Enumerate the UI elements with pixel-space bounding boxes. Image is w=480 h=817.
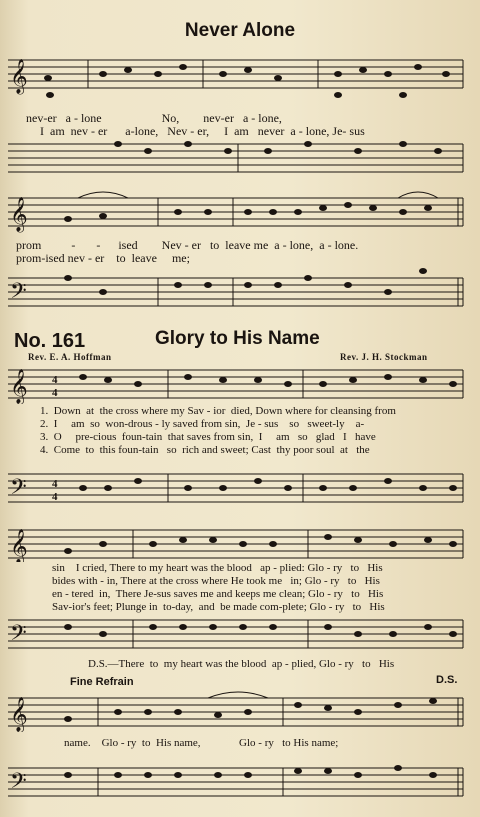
verse-line: 4. Come to this foun-tain so rich and sweet; Cast thy poor soul at the bbox=[40, 444, 370, 456]
ds-line: D.S.—There to my heart was the blood ap - plied, Glo - ry to His bbox=[88, 658, 395, 670]
words-credit: Rev. E. A. Hoffman bbox=[28, 352, 112, 362]
svg-text:𝄢: 𝄢 bbox=[10, 621, 27, 650]
verse-line: bides with - in, There at the cross where He took me in; Glo - ry to His bbox=[52, 575, 380, 587]
music-staff bbox=[8, 362, 466, 404]
hymn-title: Never Alone bbox=[184, 20, 296, 41]
verse-line: 1. Down at the cross where my Sav - ior died, Down where for cleansing from bbox=[40, 405, 396, 417]
music-credit: Rev. J. H. Stockman bbox=[340, 352, 428, 362]
hymn-number: No. 161 bbox=[14, 330, 86, 352]
verse-line: sin I cried, There to my heart was the blood ap - plied: Glo - ry to His bbox=[52, 562, 383, 574]
fine-refrain-label: Fine Refrain bbox=[70, 676, 134, 688]
music-staff bbox=[8, 688, 466, 732]
music-staff bbox=[8, 462, 466, 510]
music-staff bbox=[8, 518, 466, 562]
svg-text:4: 4 bbox=[52, 491, 58, 503]
svg-text:𝄞: 𝄞 bbox=[10, 198, 28, 231]
svg-text:4: 4 bbox=[52, 374, 58, 386]
svg-text:4: 4 bbox=[52, 478, 58, 490]
lyric-line: prom - - ised Nev - er to leave me a - lone, a - lone. bbox=[16, 238, 359, 252]
music-staff bbox=[8, 262, 466, 312]
hymn-title: Glory to His Name bbox=[155, 328, 320, 349]
svg-text:𝄢: 𝄢 bbox=[10, 769, 27, 798]
music-staff bbox=[8, 756, 466, 806]
verse-line: Sav-ior's feet; Plunge in to-day, and be made com-plete; Glo - ry to His bbox=[52, 601, 385, 613]
lyric-line: I am nev - er a-lone, Nev - er, I am never a - lone, Je- sus bbox=[40, 124, 365, 138]
lyric-line: nev-er a - lone No, nev-er a - lone, bbox=[26, 111, 282, 125]
music-staff bbox=[8, 50, 466, 100]
music-staff bbox=[8, 178, 466, 240]
svg-text:𝄞: 𝄞 bbox=[10, 698, 28, 731]
ds-mark: D.S. bbox=[436, 674, 458, 686]
music-staff bbox=[8, 134, 466, 176]
refrain-line: name. Glo - ry to His name, Glo - ry to His name; bbox=[64, 737, 339, 749]
music-staff bbox=[8, 612, 466, 656]
svg-text:𝄢: 𝄢 bbox=[10, 475, 27, 504]
svg-text:𝄞: 𝄞 bbox=[10, 60, 28, 93]
verse-line: 2. I am so won-drous - ly saved from sin, Je - sus so sweet-ly a- bbox=[40, 418, 365, 430]
svg-text:4: 4 bbox=[52, 387, 58, 399]
svg-text:𝄞: 𝄞 bbox=[10, 530, 28, 562]
verse-line: 3. O pre-cious foun-tain that saves from sin, I am so glad I have bbox=[40, 431, 376, 443]
lyric-line: prom-ised nev - er to leave me; bbox=[16, 251, 190, 265]
svg-text:𝄢: 𝄢 bbox=[10, 279, 27, 308]
svg-text:𝄞: 𝄞 bbox=[10, 370, 28, 403]
verse-line: en - tered in, There Je-sus saves me and keeps me clean; Glo - ry to His bbox=[52, 588, 384, 600]
